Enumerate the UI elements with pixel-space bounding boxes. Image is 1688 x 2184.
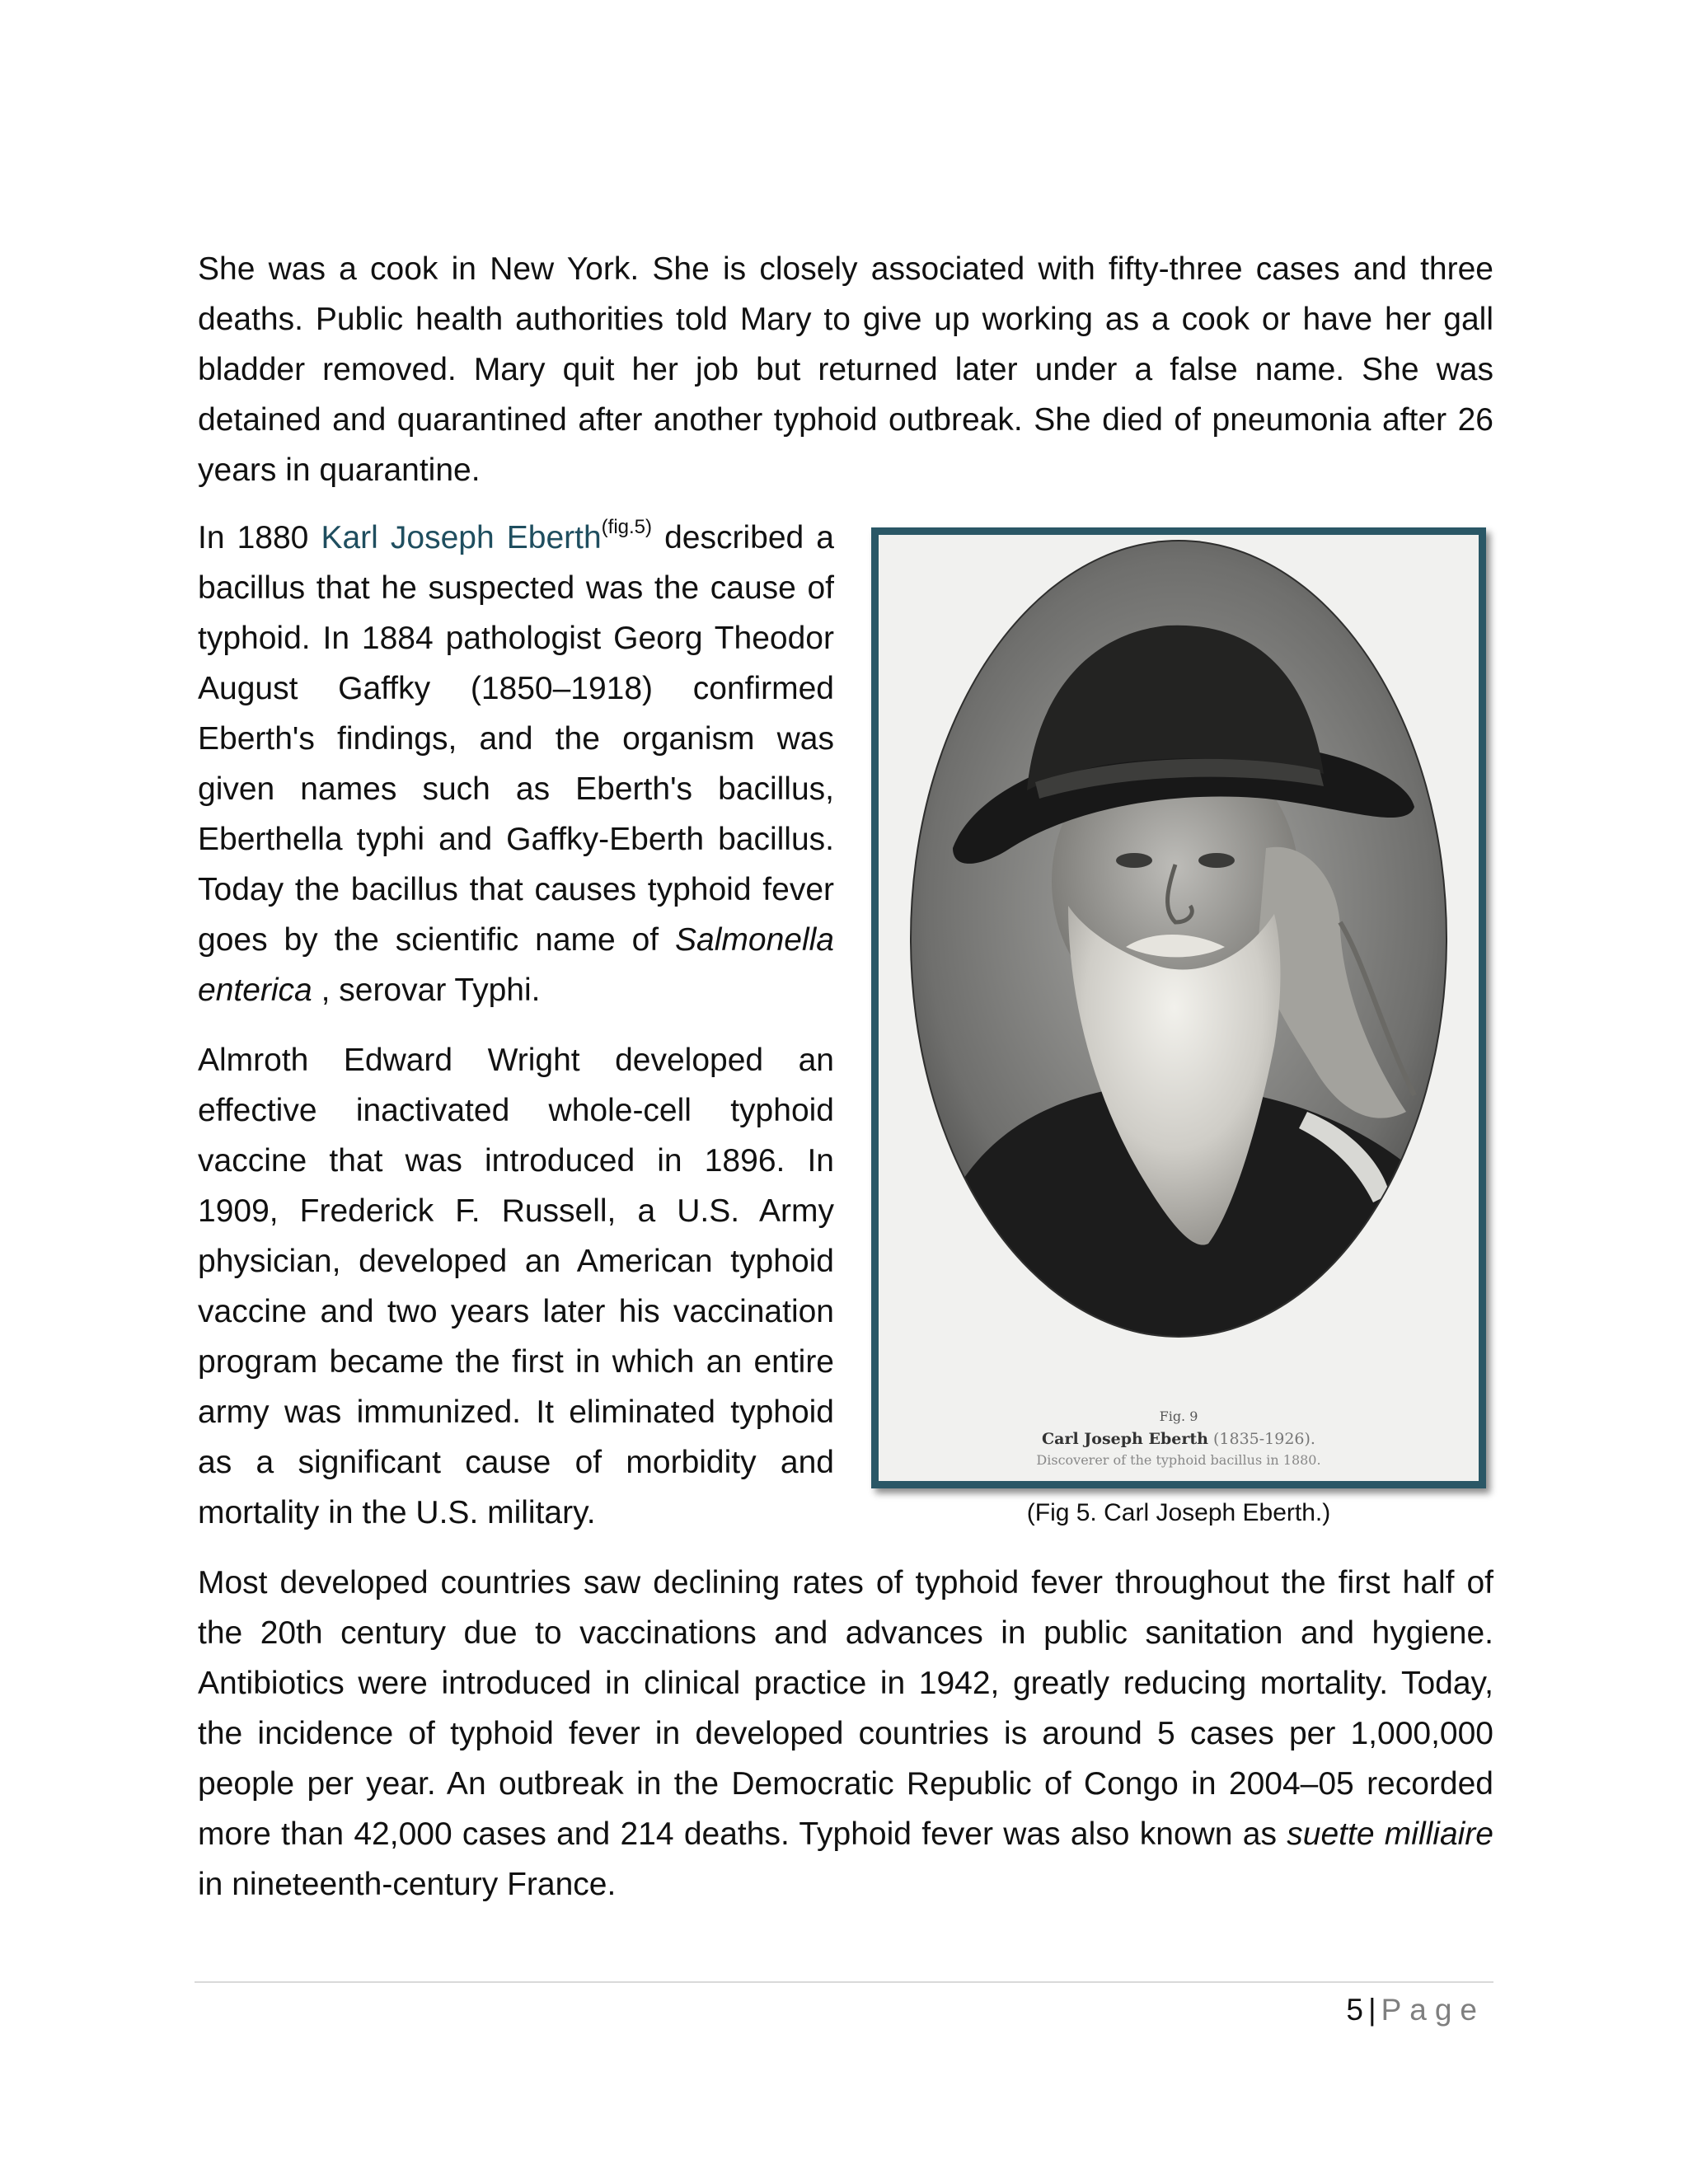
eberth-link[interactable]: Karl Joseph Eberth [321,520,602,555]
eberth-portrait-figure [871,527,1486,1488]
eberth-intro-text: In 1880 [198,520,321,555]
footer-separator: | [1367,1993,1376,2027]
developed-body-text: Most developed countries saw declining rates of typhoid fever throughout the first half of the 20th century due to vaccinations and advances in public sanitation and hygiene. Antibiotics were introduced in clinical practice in 1942, greatly reducing mortality. Today, the incidence of typhoid fever in developed countries is around 5 cases per 1,000,000 people per year. An outbreak in the Democratic Republic of Congo in 2004–05 recorded more than 42,000 cases and 214 deaths. Typhoid fever was also known as [198,1565,1493,1852]
plate-name-line [1042,1430,1315,1448]
paragraph-mary: She was a cook in New York. She is closely associated with fifty-three cases and three deaths. Public health authorities told Mary to give up working as a cook or have her gall bladder removed. Mary quit her job but returned later under a false name. She was detained and quarantined after another typhoid outbreak. She died of pneumonia after 26 years in quarantine. [198,251,1493,488]
eberth-portrait-image [879,535,1479,1481]
figure-caption: (Fig 5. Carl Joseph Eberth.) [1026,1499,1331,1526]
species-name: Salmonella enterica [198,922,834,1008]
paragraph-developed-countries [198,1558,1493,1910]
page-footer [1346,1990,1485,2031]
plate-dates: (1835-1926). [1207,1430,1315,1448]
plate-description: Discoverer of the typhoid bacillus in 1880. [1036,1452,1321,1468]
page-label: Page [1381,1993,1485,2027]
paragraph-eberth [198,513,834,1015]
developed-tail-text: in nineteenth-century France. [198,1867,617,1902]
eberth-tail-text: , serovar Typhi. [312,972,541,1008]
figure-reference: (fig.5) [601,516,653,538]
historical-term: suette milliaire [1287,1816,1493,1852]
plate-fig-label: Fig. 9 [1159,1408,1198,1424]
page-number: 5 [1346,1993,1363,2027]
footer-divider [195,1981,1493,1983]
plate-name: Carl Joseph Eberth [1042,1430,1208,1448]
eberth-body-text: described a bacillus that he suspected was the cause of typhoid. In 1884 pathologist Georg Theodor August Gaffky (1850–1918) confirmed Eberth's findings, and the organism was given names such as Eberth's bacillus, Eberthella typhi and Gaffky-Eberth bacillus. Today the bacillus that causes typhoid fever goes by the scientific name of [198,520,834,958]
paragraph-wright: Almroth Edward Wright developed an effective inactivated whole-cell typhoid vaccine that was introduced in 1896. In 1909, Frederick F. Russell, a U.S. Army physician, developed an American typhoid vaccine and two years later his vaccination program became the first in which an entire army was immunized. It eliminated typhoid as a significant cause of morbidity and mortality in the U.S. military. [198,1043,834,1530]
